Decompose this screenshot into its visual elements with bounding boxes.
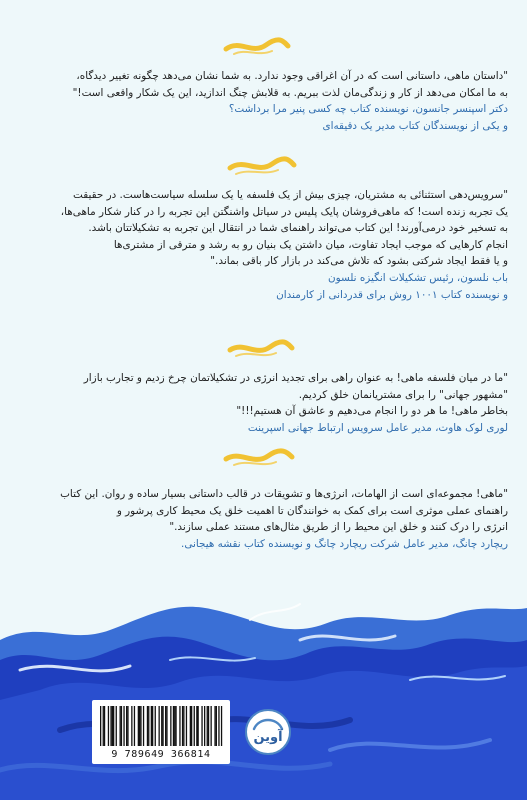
barcode-bar <box>121 706 122 746</box>
barcode-bar <box>182 706 183 746</box>
barcode-bar <box>207 706 208 746</box>
barcode-bar <box>204 706 205 746</box>
barcode-bar <box>214 706 215 746</box>
quote-line: یک تجربه زنده است! که ماهی‌فروشان پایک پلیس در سیاتل واشنگتن این تجربه را در کنار شکار ماهی‌ها، <box>60 205 508 218</box>
barcode-bar <box>120 706 121 746</box>
barcode-bar <box>161 706 162 746</box>
barcode-bar <box>194 706 195 746</box>
barcode-bar <box>186 706 187 746</box>
quote-text <box>22 68 508 101</box>
publisher-logo-icon <box>243 704 293 760</box>
barcode-bar <box>112 706 113 746</box>
quote-line: انجام کارهایی که موجب ایجاد تفاوت، میان داشتن یک بنیان رو به رشد و مترقی از مشتری‌ها <box>113 238 508 251</box>
quote-attribution: و نویسنده کتاب ۱۰۰۱ روش برای قدردانی از کارمندان <box>276 288 508 301</box>
barcode-bar <box>183 706 184 746</box>
quote-text <box>22 486 508 536</box>
quote-line: "ما در میان فلسفه ماهی! به عنوان راهی برای تجدید انرژی در تشکیلاتمان چرخ زدیم و تجارب بازار <box>83 372 508 384</box>
barcode-bar <box>131 706 132 746</box>
barcode-bar <box>173 706 174 746</box>
barcode-bar <box>103 706 104 746</box>
quote-line: و یا فقط ایجاد شرکتی بشود که تلاش می‌کند در بازار کار باقی بماند." <box>210 255 508 268</box>
squiggle-decoration-2 <box>226 154 298 178</box>
quote-block-1 <box>22 68 508 134</box>
barcode-bar <box>108 706 109 746</box>
quote-text <box>22 187 508 270</box>
barcode-bar <box>140 706 141 746</box>
barcode-bar <box>127 706 128 746</box>
quote-line: راهنمای عملی موثری است برای کمک به خوانندگان تا اهمیت خلق یک محیط کاری پرشور و <box>116 504 508 517</box>
barcode-bar <box>162 706 163 746</box>
barcode-bar <box>139 706 140 746</box>
barcode-bar <box>104 706 105 746</box>
barcode-bar <box>126 706 127 746</box>
barcode-bar <box>196 706 197 746</box>
barcode-bar <box>165 706 166 746</box>
barcode-bar <box>218 706 219 746</box>
barcode-bar <box>159 706 160 746</box>
barcode-bar <box>116 706 117 746</box>
squiggle-decoration-3 <box>226 338 296 360</box>
publisher-logo-text: آوین <box>253 730 283 745</box>
barcode-bar <box>110 706 111 746</box>
quote-line: به ما امکان می‌دهد از کار و زندگی‌مان لذت ببریم. به قلابش چنگ اندازید، این یک شکار واقعی است!" <box>72 86 508 99</box>
barcode-bar <box>151 706 152 746</box>
barcode-bar <box>123 706 124 746</box>
barcode-bar <box>175 706 176 746</box>
isbn-barcode <box>92 700 230 764</box>
barcode-bar <box>113 706 114 746</box>
ocean-wave-illustration <box>0 600 527 800</box>
quote-block-4 <box>22 486 508 552</box>
barcode-bar <box>134 706 135 746</box>
barcode-bar <box>174 706 175 746</box>
barcode-bar <box>221 706 222 746</box>
isbn-number: 9 789649 366814 <box>111 749 211 760</box>
quote-line: به تسخیر خود درمی‌آورند! این کتاب می‌تواند راهنمای شما در انتقال این تجربه به تشکیلاتتان باشد. <box>88 222 508 235</box>
quote-line: "ماهی! مجموعه‌ای است از الهامات، انرژی‌ها و تشویقات در قالب داستانی بسیار ساده و روان. این کتاب <box>60 488 508 500</box>
quote-line: انرژی را درک کنند و خلق این محیط را از طریق مثال‌های مستند عملی سازند." <box>169 521 508 534</box>
barcode-bar <box>198 706 199 746</box>
barcode-bar <box>148 706 149 746</box>
barcode-bar <box>143 706 144 746</box>
barcode-bar <box>211 706 212 746</box>
barcode-bar <box>190 706 191 746</box>
barcode-bar <box>170 706 171 746</box>
quote-line: "داستان ماهی، داستانی است که در آن اغراقی وجود ندارد. به شما نشان می‌دهد چگونه تغییر دیدگاه، <box>76 70 508 82</box>
barcode-bar <box>191 706 192 746</box>
barcode-bar <box>100 706 101 746</box>
barcode-bar <box>179 706 180 746</box>
quote-line: "سرویس‌دهی استثنائی به مشتریان، چیزی بیش از یک فلسفه یا یک سلسله سیاست‌هاست. در حقیقت <box>73 189 508 201</box>
quote-line: بخاطر ماهی! ما هر دو را انجام می‌دهیم و عاشق آن هستیم!!!" <box>236 405 508 418</box>
squiggle-decoration-1 <box>222 36 292 58</box>
quote-attribution: و یکی از نویسندگان کتاب مدیر یک دقیقه‌ای <box>322 119 508 132</box>
quote-attribution: ریچارد چانگ، مدیر عامل شرکت ریچارد چانگ و نویسنده کتاب نقشه هیجانی. <box>181 537 508 550</box>
barcode-bars-icon <box>92 700 230 750</box>
barcode-bar <box>138 706 139 746</box>
quote-text <box>22 370 508 420</box>
quote-attribution: دکتر اسپنسر جانسون، نویسنده کتاب چه کسی پنیر مرا برداشت؟ <box>228 103 508 116</box>
quote-attribution: باب نلسون، رئیس تشکیلات انگیزه نلسون <box>327 271 508 284</box>
barcode-bar <box>201 706 202 746</box>
barcode-bar <box>152 706 153 746</box>
barcode-bar <box>147 706 148 746</box>
quote-block-2 <box>22 187 508 303</box>
quote-block-3 <box>22 370 508 436</box>
quote-attribution: لوری لوک هاوت، مدیر عامل سرویس ارتباط جهانی اسپرینت <box>247 421 508 434</box>
barcode-bar <box>155 706 156 746</box>
squiggle-decoration-4 <box>222 446 296 470</box>
barcode-bar <box>166 706 167 746</box>
barcode-bar <box>216 706 217 746</box>
barcode-bar <box>208 706 209 746</box>
quote-line: "مشهور جهانی" را برای مشتریانمان خلق کردیم. <box>298 388 508 401</box>
